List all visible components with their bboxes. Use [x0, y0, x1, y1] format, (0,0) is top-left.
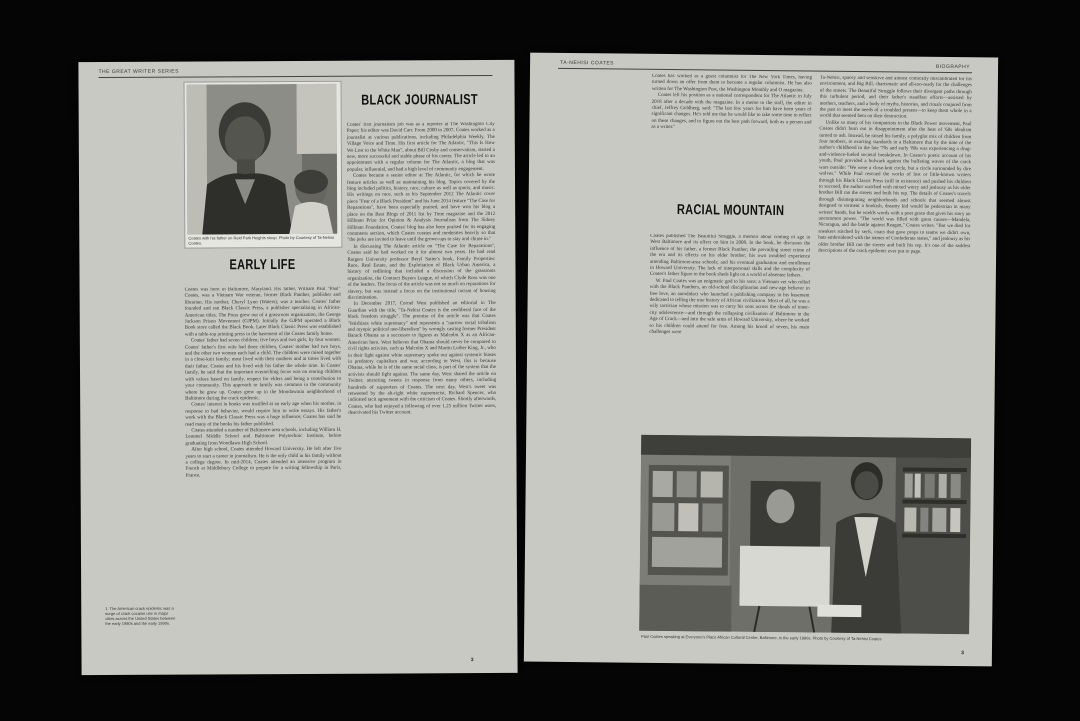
page-number-right: 3 [961, 650, 964, 657]
photo-caption-right: Paul Coates speaking at Everyone's Place African Cultural Center, Baltimore, in the early 1990s. Photo by Courtesy of Ta-Nehisi Coates [641, 633, 882, 642]
racial-mountain-paragraph: Coates published The Beautiful Struggle, a memoir about coming of age in West Baltimore and its effect on him in 2008. In the book, he discusses the influence of his father, a former Black Panther; the prevailing street crime of the era and its effects on his older brother; his own troubled experience attending Baltimore-area schools; and his eventual graduation and enrollment in Howard University. The lack of interpersonal skills and the complexity of Coates's father figure in the book sheds light on a world of absentee fathers. [649, 233, 811, 279]
right-col2 [816, 76, 972, 428]
black-journalist-paragraph: Coates' first journalism job was as a reporter at The Washington City Paper; his editor was David Carr. From 2000 to 2007, Coates worked as a journalist at various publications, including Philadelphia Weekly, The Village Voice and Time. His first article for The Atlantic, "This Is How We Lost to the White Man", about Bill Cosby and conservatism, started a new, more successful and stable phase of his career. The article led to an appointment with a regular column for The Atlantic, a blog that was popular, influential, and had a high level of community engagement. [346, 121, 495, 173]
photo-caption-left: Coates with his father on Reid Park Heights stoop. Photo by Courtesy of Ta-Nehisi Coates. [188, 234, 334, 246]
right-col1-paragraph: Coates left his position as a national correspondent for The Atlantic in July 2018 after a decade with the magazine. In a memo to the staff, the editor in chief, Jeffrey Goldberg, said: "The last few years for him have been years of significant changes. He's told me that he would like to take some time to reflect on these changes, and to figure out the best path forward, both as a person and as a writer." [651, 93, 812, 131]
left-page [78, 60, 517, 675]
racial-mountain-column [648, 234, 810, 426]
black-journalist-paragraph: Coates became a senior editor at The Atlantic, for which he wrote feature articles as well as maintaining his blog. Topics covered by the blog included politics, history, race, culture as well as sports, and music. His writings on race, such as his September 2012 The Atlantic cover piece "Fear of a Black President" and his June 2014 feature "The Case for Reparations", have been especially praised, and have won his blog a place on the Best Blogs of 2011 list by Time magazine and the 2012 Hillman Prize for Opinion & Analysis Journalism from The Sidney Hillman Foundation. Coates' blog has also been praised for its engaging comments section, which Coates curates and moderates heavily so that "the jerks are invited to leave until the grown-ups to stay and chime in." [347, 173, 496, 244]
black-journalist-paragraph: In discussing The Atlantic article on "The Case for Reparations", Coates said he had worked on it for almost two years. He had read Rutgers University professor Beryl Satter's book, Family Properties: Race, Real Estate, and the Exploitation of Black Urban America, a history of redlining that included a discussion of the grassroots organization, the Contract Buyers League, of which Clyde Ross was one of the leaders. The focus of the article was not so much on reparations for slavery, but was instead a focus on the institutional racism of housing discrimination. [347, 243, 496, 301]
right-col2-paragraph: Unlike so many of his compatriots in the Black Power movement, Paul Coates didn't burn out in disappointment after the heat of '60s idealism turned to ash. Instead, he raised his family, a polyglot mix of children from four mothers, to exacting standards in a Baltimore that by the time of the author's childhood in the late '70s and early '80s was experiencing a drug-and-violence-fueled societal breakdown. In Coates's poetic account of his youth, Paul provided a bulwark against the buffeting waves of the crack wars outside: "We were a close-knit circle, but a circle surrounded by dire wolves." While Paul rescued the works of lost or little-known writers through his Black Classic Press (still in existence) and pushed his children to succeed, the author watched with mixed worry and jealousy as his older brother Bill ran the streets and built his rep. The details of Coates's travels through disintegrating neighborhoods and schools that seemed almost designed to torment a bookish, dreamy kid would be pedestrian in many writers' hands, but he wields words with a poet grace that gives his story an uncommon power. "The world was filled with great causes—Mandela, Nicaragua, and the battle against Reagan," Coates writes. "But we died for sneakers stitched by serfs, coats that gave props to teams we didn't own, hats embroidered with the names of Confederate states," and jealousy as his older brother Bill ran the streets and built his rep. It's one of the saddest descriptions of the crack epidemic ever put to page. [818, 120, 972, 255]
header-rule [98, 75, 492, 78]
early-life-paragraph: Coates attended a number of Baltimore-area schools, including William H. Lemmel Middle School and Baltimore Polytechnic Institute, before graduating from Woodlawn High School. [185, 427, 342, 447]
header-rule [558, 68, 972, 73]
right-page [524, 53, 998, 667]
early-life-paragraph: After high school, Coates attended Howard University. He left after five years to start a career in journalism. He is the only child in his family without a college degree. In mid-2014, Coates attended an intensive program in French at Middlebury College to prepare for a writing fellowship in Paris, France. [185, 446, 342, 479]
black-journalist-heading: BLACK JOURNALIST [361, 92, 478, 109]
right-col1-top [651, 74, 812, 202]
early-life-column [185, 287, 343, 656]
page-number-left: 3 [470, 657, 474, 664]
early-life-paragraph: Coates' father had seven children; five boys and two girls, by four women. Coates' father's first wife had three children, Coates' mother had two boys, and the other two women each had a child. The children were raised together in a close-knit family; most lived with their mothers and at times lived with their father. Coates and his lived with his father the whole time. In Coates' family, he said that the important overarching focus was on rearing children with values based on family, respect for elders and being a contribution to your community. This approach to family was common in the community where he grew up. Coates grew up in the Mondawmin neighborhood of Baltimore during the crack epidemic. [184, 338, 342, 402]
footnote: 1. The American crack epidemic was a surge of crack cocaine use in major cities across the United States between the early 1980s and the early 1990s. [105, 605, 176, 627]
black-journalist-paragraph: In December 2017, Cornel West published an editorial in The Guardian with the title, "Ta-Nehisi Coates is the neoliberal face of the black freedom struggle". The premise of the article was that Coates "fetishizes white supremacy" and represents a "narrow racial tribalism and myopic political neo-liberalism" by wrongly casting former President Barack Obama as a successor to figures as Malcolm X as an African-American hero. West believes that Obama should never be compared to civil rights activists, such as Malcolm X and Martin Luther King, Jr., who in their fight against white supremacy spoke out against systemic biases in predatory capitalism and war, according to West, this is because Obama, while he is of the same racial class, is part of the system that the activists should fight against. The same day, West shared the article on Twitter, attracting tweets in response from many others, including hundreds of supporters of Coates. The next day, West's tweet was retweeted by the alt-right white supremacist, Richard Spencer, who indicated tacit agreement with the criticism of Coates. Shortly afterwards, Coates, who had enjoyed a following of over 1.25 million Twitter users, deactivated his Twitter account. [347, 301, 497, 417]
running-head-right-title: TA-NEHISI COATES [560, 59, 615, 67]
early-life-paragraph: Coates' interest in books was instilled at an early age when his mother, in response to bad behavior, would require him to write essays. His father's work with the Black Classic Press was a huge influence; Coates has said he read many of the books his father published. [185, 402, 342, 428]
racial-mountain-heading: RACIAL MOUNTAIN [676, 202, 785, 220]
father-son-photo [187, 84, 338, 235]
early-life-paragraph: Coates was born in Baltimore, Maryland. His father, William Paul "Paul" Coates, was a Vietnam War veteran, former Black Panther, publisher and librarian. His mother, Cheryl Lynn (Waters), was a teacher. Coates' father founded and ran Black Classic Press, a publisher specializing in African-American titles. The Press grew out of a grassroots organization, the George Jackson Prison Movement (GJPM). Initially the GJPM operated a Black Book store called the Black Book. Later Black Classic Press was established with a table-top printing press in the basement of the Coates family home. [184, 286, 341, 338]
right-col2-paragraph: Ta-Nehisi, spacey and sensitive and almost comically miscalibrated for his environment, and Big Bill, charismatic and all-too-ready for the challenges of the streets. The Beautiful Struggle follows their divergent paths through this turbulent period, and their father's steadfast efforts—assisted by mothers, teachers, and a body of myths, histories, and rituals conjured from the past to meet the needs of a troubled present—to keep them whole in a world that seemed bent on their destruction. [819, 75, 972, 120]
right-col1-paragraph: Coates has worked as a guest columnist for The New York Times, having turned down an offer from them to become a regular columnist. He has also written for The Washington Post, the Washington Monthly and O magazine. [651, 73, 812, 94]
black-journalist-column [347, 122, 498, 655]
racial-mountain-paragraph: W. Paul Coates was an enigmatic god to his sons: a Vietnam vet who rolled with the Black Panthers, an old-school disciplinarian and new-age believer in free love, an autodidact who launched a publishing company in his basement dedicated to telling the true history of African civilization. Most of all, he was a wily tactician whose mission was to carry his sons across the shoals of inner-city adolescence—and through the collapsing civilization of Baltimore in the Age of Crack—and into the safe arms of Howard University, where he worked so his children could attend for free. Among his brood of seven, his main challenges were [649, 278, 810, 336]
running-head-left: THE GREAT WRITER SERIES [98, 68, 179, 76]
early-life-heading: EARLY LIFE [229, 257, 296, 274]
paul-coates-speaking-photo [639, 435, 971, 634]
running-head-right-section: BIOGRAPHY [935, 63, 971, 71]
father-son-photo-frame [184, 81, 343, 249]
